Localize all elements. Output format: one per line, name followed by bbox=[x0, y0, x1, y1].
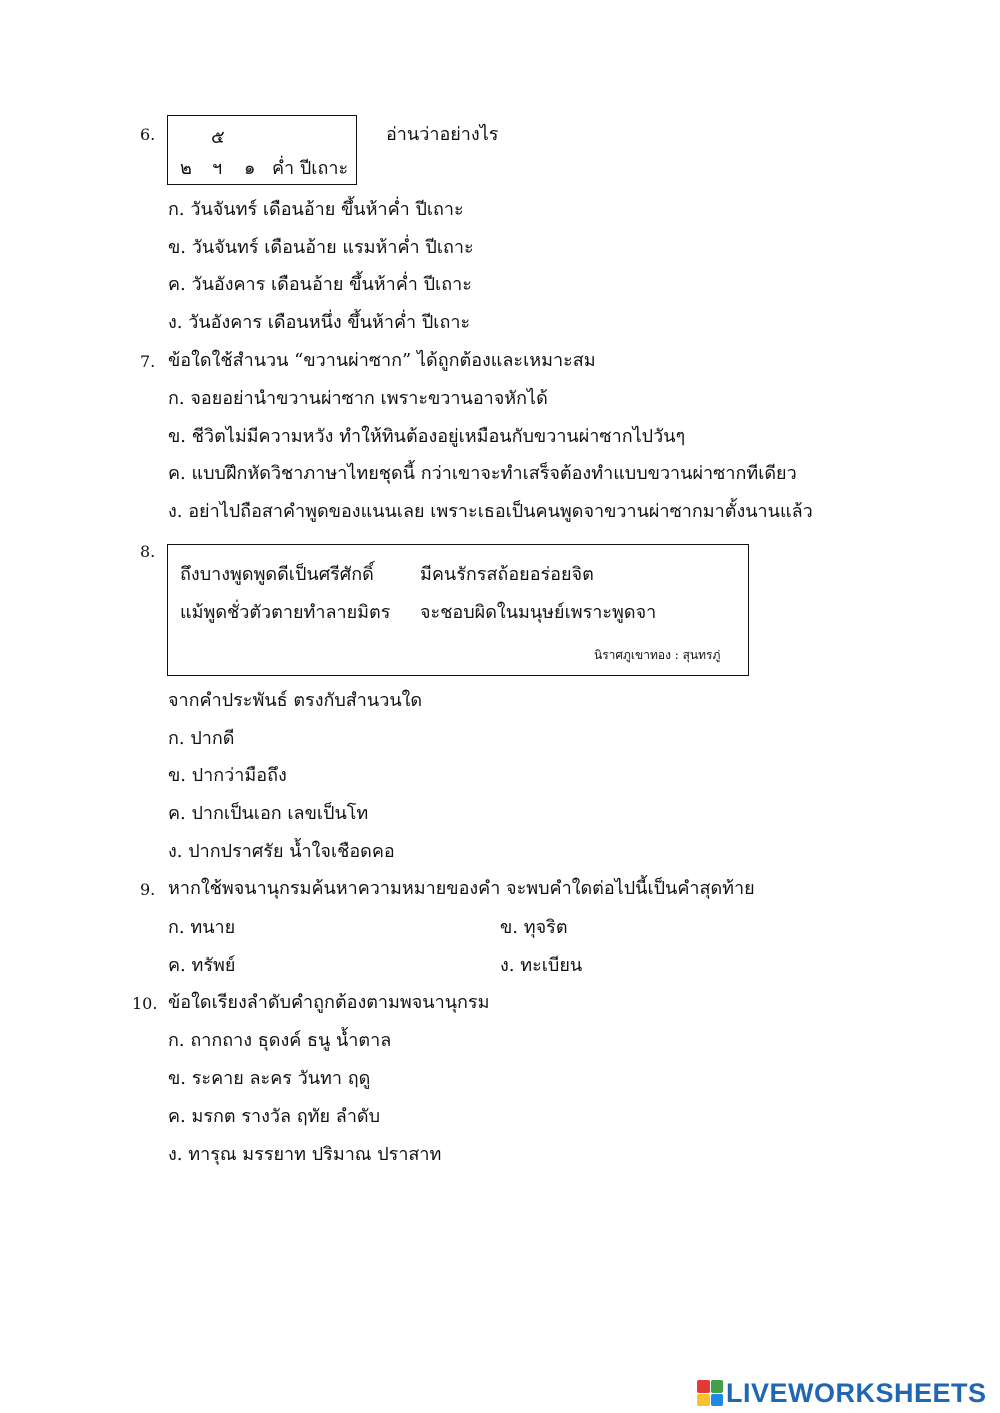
q7-option-b[interactable]: ข. ชีวิตไม่มีความหวัง ทำให้ทินต้องอยู่เหมือนกับขวานผ่าซากไปวันๆ bbox=[168, 426, 686, 447]
q6-option-b[interactable]: ข. วันจันทร์ เดือนอ้าย แรมห้าค่ำ ปีเถาะ bbox=[168, 237, 474, 258]
q9-option-d[interactable]: ง. ทะเบียน bbox=[500, 955, 583, 976]
q7-question: ข้อใดใช้สำนวน “ขวานผ่าซาก” ได้ถูกต้องและเหมาะสม bbox=[168, 350, 596, 371]
q9-option-b[interactable]: ข. ทุจริต bbox=[500, 917, 568, 938]
q6-box-bottom-4: ค่ำ ปีเถาะ bbox=[272, 158, 349, 179]
liveworksheets-logo-text: LIVEWORKSHEETS bbox=[726, 1377, 987, 1408]
q9-question: หากใช้พจนานุกรมค้นหาความหมายของคำ จะพบคำใดต่อไปนี้เป็นคำสุดท้าย bbox=[168, 878, 755, 899]
q8-poem-line1-right: มีคนรักรสถ้อยอร่อยจิต bbox=[420, 564, 594, 585]
liveworksheets-logo-icon bbox=[697, 1380, 723, 1406]
q6-option-d[interactable]: ง. วันอังคาร เดือนหนึ่ง ขึ้นห้าค่ำ ปีเถาะ bbox=[168, 312, 471, 333]
q8-poem-line2-right: จะชอบผิดในมนุษย์เพราะพูดจา bbox=[420, 602, 657, 623]
q6-box-bottom-2: ฯ bbox=[212, 158, 223, 179]
q10-option-b[interactable]: ข. ระคาย ละคร วันทา ฤดู bbox=[168, 1068, 371, 1089]
q6-option-c[interactable]: ค. วันอังคาร เดือนอ้าย ขึ้นห้าค่ำ ปีเถาะ bbox=[168, 274, 472, 295]
q8-option-b[interactable]: ข. ปากว่ามือถึง bbox=[168, 765, 287, 786]
q6-number: 6. bbox=[140, 125, 156, 144]
q8-poem-line1-left: ถึงบางพูดพูดดีเป็นศรีศักดิ์ bbox=[180, 564, 374, 585]
q10-option-c[interactable]: ค. มรกต รางวัล ฤทัย ลำดับ bbox=[168, 1106, 381, 1127]
q8-poem-line2-left: แม้พูดชั่วตัวตายทำลายมิตร bbox=[180, 602, 391, 623]
q10-number: 10. bbox=[132, 994, 158, 1013]
q8-option-d[interactable]: ง. ปากปราศรัย น้ำใจเชือดคอ bbox=[168, 841, 395, 862]
liveworksheets-logo[interactable] bbox=[697, 1378, 987, 1408]
q10-question: ข้อใดเรียงลำดับคำถูกต้องตามพจนานุกรม bbox=[168, 992, 490, 1013]
q9-option-c[interactable]: ค. ทรัพย์ bbox=[168, 955, 236, 976]
q6-box-bottom-1: ๒ bbox=[180, 158, 192, 179]
q10-option-a[interactable]: ก. ถากถาง ธุดงค์ ธนู น้ำตาล bbox=[168, 1030, 392, 1051]
q7-option-d[interactable]: ง. อย่าไปถือสาคำพูดของแนนเลย เพราะเธอเป็นคนพูดจาขวานผ่าซากมาตั้งนานแล้ว bbox=[168, 501, 813, 522]
q9-option-a[interactable]: ก. ทนาย bbox=[168, 917, 236, 938]
q6-box-top: ๕ bbox=[211, 127, 225, 148]
q10-option-d[interactable]: ง. ทารุณ มรรยาท ปริมาณ ปราสาท bbox=[168, 1144, 442, 1165]
q9-number: 9. bbox=[140, 880, 156, 899]
q8-option-c[interactable]: ค. ปากเป็นเอก เลขเป็นโท bbox=[168, 803, 369, 824]
q6-option-a[interactable]: ก. วันจันทร์ เดือนอ้าย ขึ้นห้าค่ำ ปีเถาะ bbox=[168, 199, 464, 220]
q6-box-bottom-3: ๑ bbox=[244, 158, 256, 179]
q7-number: 7. bbox=[140, 352, 156, 371]
q6-question: อ่านว่าอย่างไร bbox=[386, 124, 499, 145]
q8-question: จากคำประพันธ์ ตรงกับสำนวนใด bbox=[168, 690, 423, 711]
q7-option-a[interactable]: ก. จอยอย่านำขวานผ่าซาก เพราะขวานอาจหักได้ bbox=[168, 388, 548, 409]
q8-number: 8. bbox=[140, 542, 156, 561]
q8-option-a[interactable]: ก. ปากดี bbox=[168, 728, 235, 749]
q7-option-c[interactable]: ค. แบบฝึกหัดวิชาภาษาไทยชุดนี้ กว่าเขาจะทำเสร็จต้องทำแบบขวานผ่าซากทีเดียว bbox=[168, 463, 797, 484]
q8-poem-source: นิราศภูเขาทอง : สุนทรภู่ bbox=[594, 648, 721, 662]
